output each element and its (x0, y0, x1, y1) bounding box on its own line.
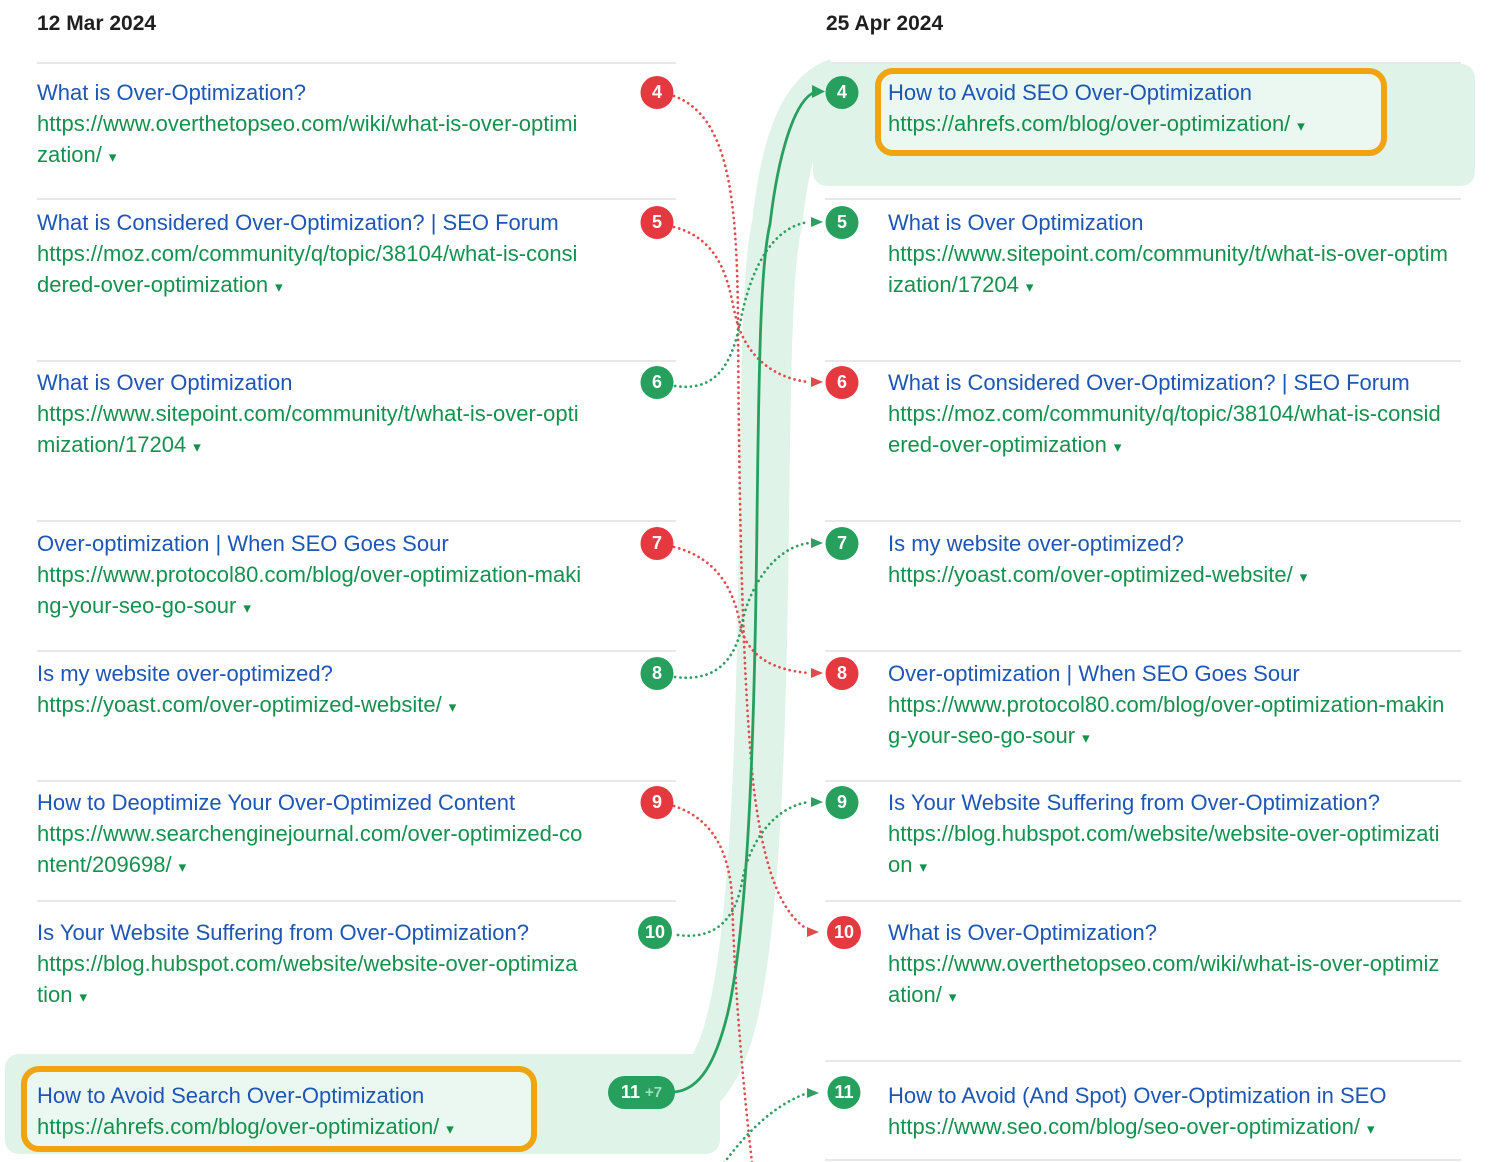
result-title-link[interactable]: How to Avoid (And Spot) Over-Optimization in SEO (888, 1083, 1387, 1108)
rank-badge: 9 (641, 786, 674, 819)
arrowhead-to-5 (811, 217, 823, 227)
serp-result (37, 917, 583, 1013)
serp-result (888, 917, 1450, 1013)
serp-result (37, 77, 583, 173)
url-dropdown-caret-icon[interactable]: ▾ (1113, 439, 1122, 456)
url-dropdown-caret-icon[interactable]: ▾ (178, 859, 187, 876)
result-url-link[interactable]: https://www.sitepoint.com/community/t/what-is-over-optimization/17204 (888, 241, 1448, 297)
serp-result (888, 1080, 1450, 1145)
result-title-link[interactable]: Is Your Website Suffering from Over-Optimization? (37, 920, 529, 945)
url-dropdown-caret-icon[interactable]: ▾ (1025, 279, 1034, 296)
url-dropdown-caret-icon[interactable]: ▾ (275, 279, 283, 296)
url-dropdown-caret-icon[interactable]: ▾ (448, 699, 457, 716)
rank-badge: 6 (641, 366, 674, 399)
highlight-band-path (658, 83, 838, 1106)
rank-badge: 9 (826, 786, 859, 819)
rank-badge: 7 (826, 527, 859, 560)
serp-result-highlighted (888, 77, 1450, 142)
result-title-link[interactable]: Is my website over-optimized? (37, 661, 333, 686)
serp-result (888, 658, 1450, 754)
arrowhead-to-6 (811, 377, 823, 387)
serp-result (37, 528, 583, 624)
rank-badge: 11 (827, 1076, 860, 1109)
serp-result (37, 658, 583, 723)
result-title-link[interactable]: What is Considered Over-Optimization? | SEO Forum (37, 210, 559, 235)
result-url-link[interactable]: https://ahrefs.com/blog/over-optimization/ (888, 111, 1291, 136)
url-dropdown-caret-icon[interactable]: ▾ (243, 600, 251, 617)
result-title-link[interactable]: Over-optimization | When SEO Goes Sour (37, 531, 449, 556)
rank-badge: 10 (827, 916, 861, 949)
arrowhead-to-9 (811, 797, 823, 807)
url-dropdown-caret-icon[interactable]: ▾ (79, 989, 88, 1006)
result-title-link[interactable]: Is my website over-optimized? (888, 531, 1184, 556)
result-url-link[interactable]: https://www.overthetopseo.com/wiki/what-is-over-optimization/ (37, 111, 578, 167)
rank-badge: 7 (641, 527, 674, 560)
result-url-link[interactable]: https://www.protocol80.com/blog/over-optimization-making-your-seo-go-sour (888, 692, 1445, 748)
rank-badge: 10 (638, 916, 672, 949)
result-title-link[interactable]: What is Over-Optimization? (888, 920, 1157, 945)
result-title-link[interactable]: Over-optimization | When SEO Goes Sour (888, 661, 1300, 686)
arrowhead-to-11 (807, 1088, 819, 1098)
serp-result (888, 367, 1450, 463)
url-dropdown-caret-icon[interactable]: ▾ (108, 149, 117, 166)
result-title-link[interactable]: What is Over Optimization (37, 370, 293, 395)
serp-result (888, 787, 1450, 883)
rank-badge: 5 (826, 206, 859, 239)
right-date-header: 25 Apr 2024 (826, 12, 944, 35)
result-url-link[interactable]: https://www.sitepoint.com/community/t/what-is-over-optimization/17204 (37, 401, 579, 457)
result-title-link[interactable]: What is Over Optimization (888, 210, 1144, 235)
arrowhead-to-8 (811, 668, 823, 678)
url-dropdown-caret-icon[interactable]: ▾ (1366, 1121, 1375, 1138)
url-dropdown-caret-icon[interactable]: ▾ (948, 989, 957, 1006)
serp-result (37, 207, 583, 303)
rank-badge: 4 (826, 76, 859, 109)
rank-badge: 4 (641, 76, 674, 109)
rank-badge: 6 (826, 366, 859, 399)
result-url-link[interactable]: https://yoast.com/over-optimized-website/ (37, 692, 442, 717)
result-url-link[interactable]: https://yoast.com/over-optimized-website/ (888, 562, 1293, 587)
serp-result-highlighted (37, 1080, 583, 1145)
result-title-link[interactable]: How to Deoptimize Your Over-Optimized Content (37, 790, 516, 815)
result-title-link[interactable]: How to Avoid SEO Over-Optimization (888, 80, 1252, 105)
arrowhead-to-7 (811, 538, 823, 548)
result-url-link[interactable]: https://ahrefs.com/blog/over-optimization/ (37, 1114, 440, 1139)
rank-badge: 8 (826, 657, 859, 690)
url-dropdown-caret-icon[interactable]: ▾ (919, 859, 928, 876)
result-url-link[interactable]: https://www.overthetopseo.com/wiki/what-is-over-optimization/ (888, 951, 1440, 1007)
serp-result (37, 787, 583, 883)
left-date-header: 12 Mar 2024 (37, 12, 157, 35)
url-dropdown-caret-icon[interactable]: ▾ (446, 1121, 454, 1138)
result-title-link[interactable]: How to Avoid Search Over-Optimization (37, 1083, 425, 1108)
rank-badge: 8 (641, 657, 674, 690)
result-url-link[interactable]: https://moz.com/community/q/topic/38104/what-is-considered-over-optimization (888, 401, 1441, 457)
url-dropdown-caret-icon[interactable]: ▾ (193, 439, 201, 456)
result-url-link[interactable]: https://moz.com/community/q/topic/38104/what-is-considered-over-optimization (37, 241, 578, 297)
url-dropdown-caret-icon[interactable]: ▾ (1297, 118, 1305, 135)
connector-offscreen-to-11-up (724, 1094, 805, 1162)
serp-result (888, 528, 1450, 593)
arrowhead-to-10 (807, 927, 819, 937)
result-title-link[interactable]: Is Your Website Suffering from Over-Optimization? (888, 790, 1380, 815)
url-dropdown-caret-icon[interactable]: ▾ (1299, 569, 1308, 586)
result-url-link[interactable]: https://www.searchenginejournal.com/over-optimized-content/209698/ (37, 821, 583, 877)
rank-change-label: +7 (644, 1084, 663, 1101)
result-url-link[interactable]: https://www.protocol80.com/blog/over-optimization-making-your-seo-go-sour (37, 562, 582, 618)
result-title-link[interactable]: What is Over-Optimization? (37, 80, 306, 105)
result-title-link[interactable]: What is Considered Over-Optimization? | SEO Forum (888, 370, 1410, 395)
result-url-link[interactable]: https://blog.hubspot.com/website/website-over-optimization (888, 821, 1440, 877)
result-url-link[interactable]: https://www.seo.com/blog/seo-over-optimization/ (888, 1114, 1360, 1139)
rank-badge: 5 (641, 206, 674, 239)
serp-result (888, 207, 1450, 303)
rank-badge-with-change: 11 +7 (608, 1076, 675, 1109)
url-dropdown-caret-icon[interactable]: ▾ (1082, 730, 1090, 747)
serp-result (37, 367, 583, 463)
result-url-link[interactable]: https://blog.hubspot.com/website/website-over-optimization (37, 951, 578, 1007)
